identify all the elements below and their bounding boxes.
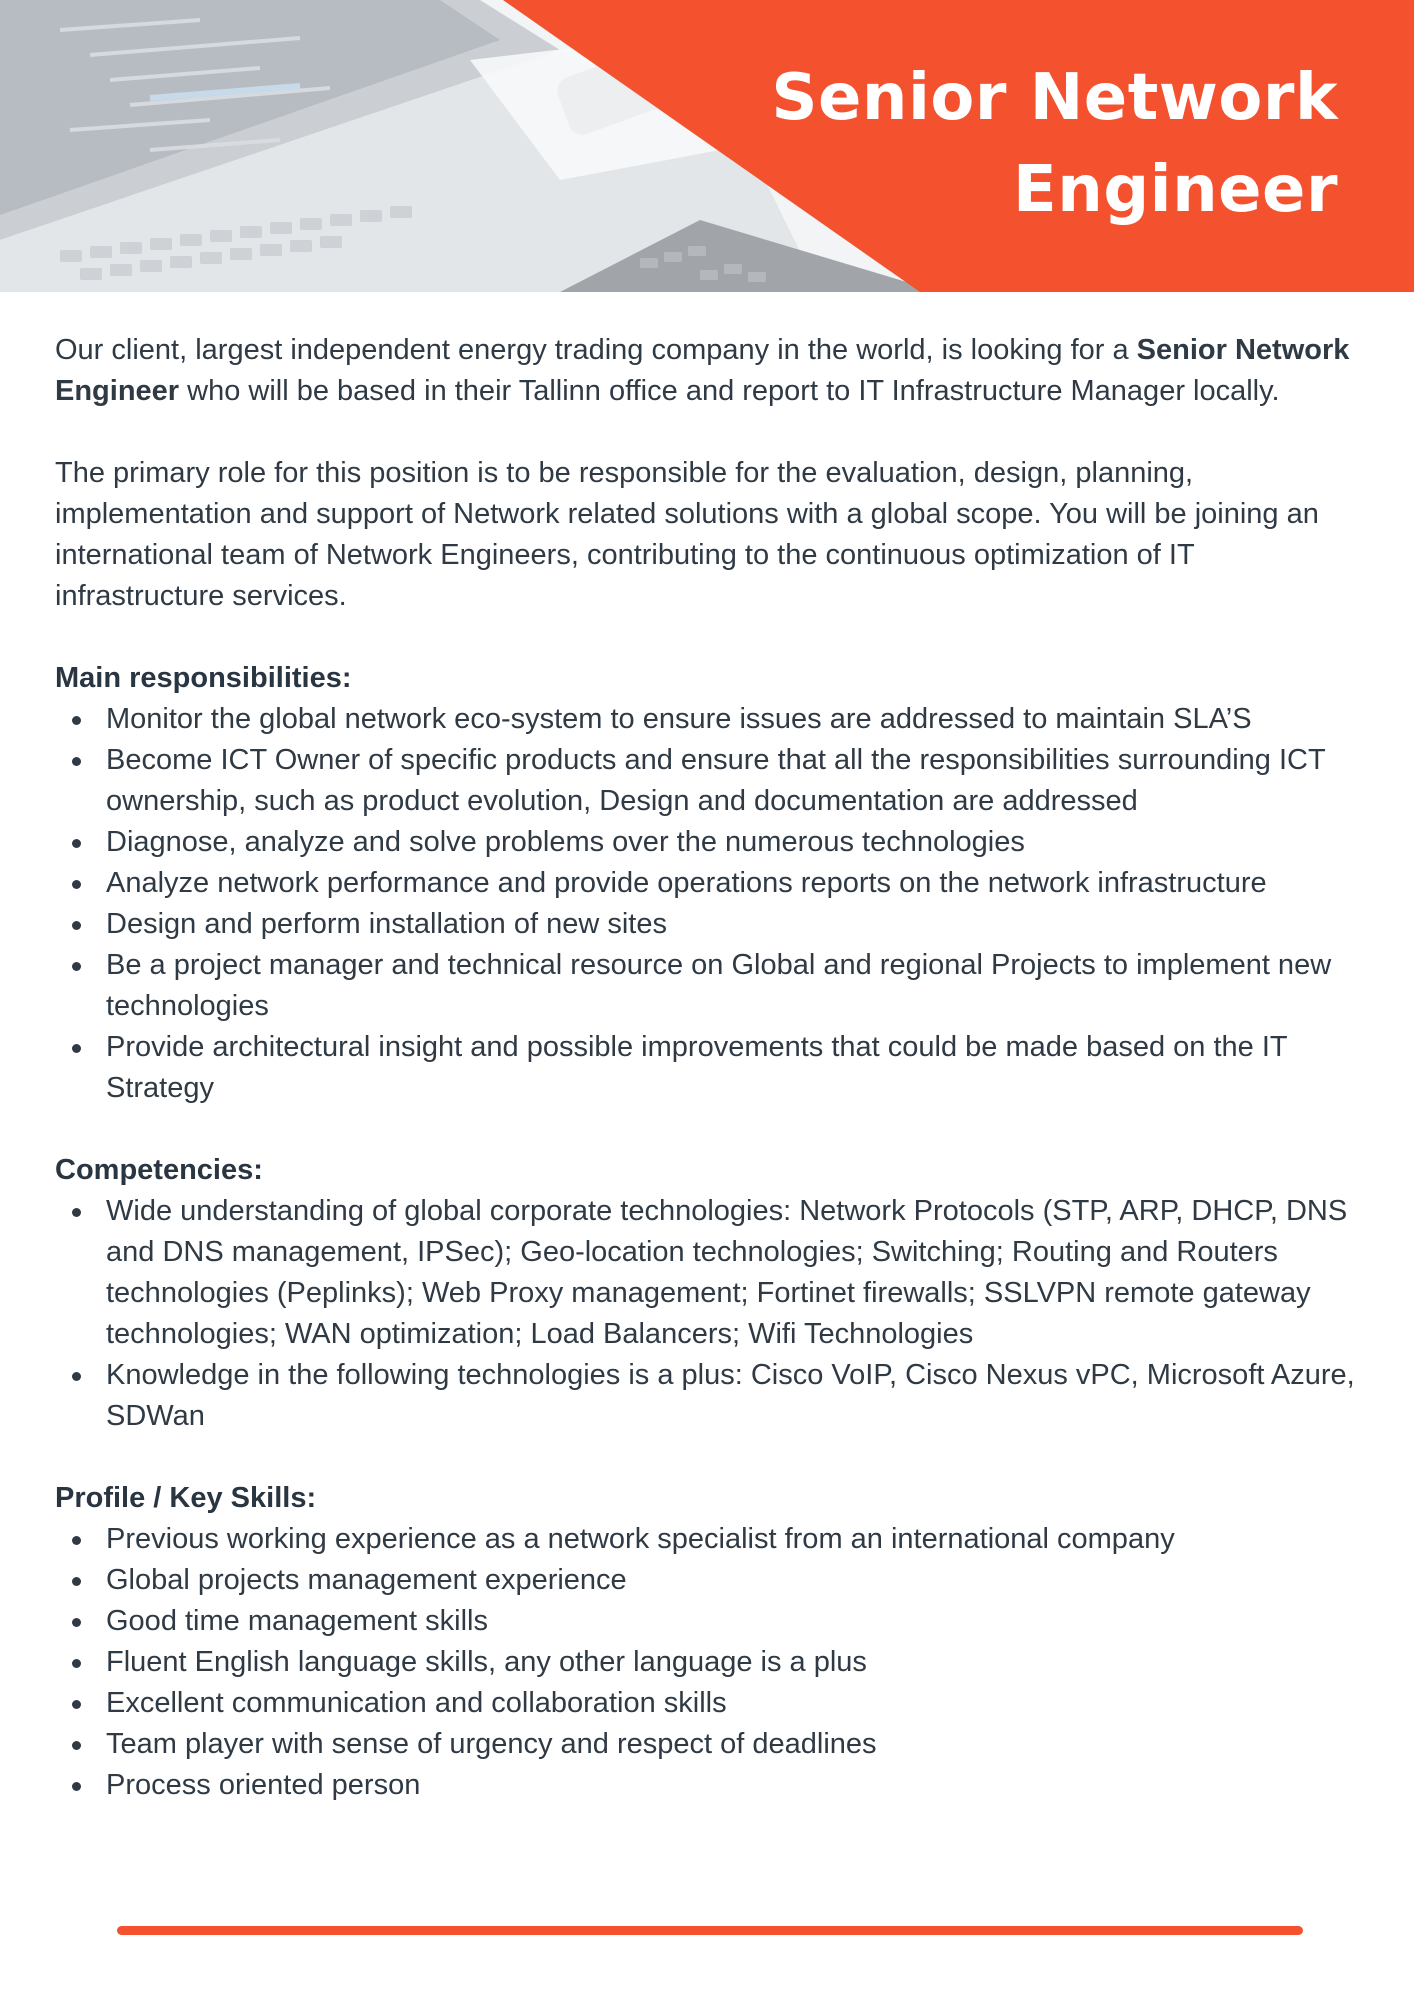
list-item: Previous working experience as a network specialist from an international company bbox=[55, 1519, 1365, 1560]
responsibilities-heading: Main responsibilities: bbox=[55, 662, 352, 694]
role-paragraph: The primary role for this position is to be responsible for the evaluation, design, planning, implementation and support of Network related solutions with a global scope. You will be joining an international team of Network Engineers, contributing to the continuous optimization of IT infrastructure services. bbox=[55, 457, 1319, 612]
list-item: Team player with sense of urgency and respect of deadlines bbox=[55, 1724, 1365, 1765]
intro-text-end: who will be based in their Tallinn office and report to IT Infrastructure Manager locally. bbox=[179, 375, 1280, 407]
list-item: Wide understanding of global corporate technologies: Network Protocols (STP, ARP, DHCP, DNS and DNS management, IPSec); Geo-location technologies; Switching; Routing and Routers technologies (Peplinks); Web Proxy management; Fortinet firewalls; SSLVPN remote gateway technologies; WAN optimization; Load Balancers; Wifi Technologies bbox=[55, 1191, 1365, 1355]
competencies-heading: Competencies: bbox=[55, 1154, 263, 1186]
job-description bbox=[55, 330, 1365, 1847]
list-item: Good time management skills bbox=[55, 1601, 1365, 1642]
list-item: Diagnose, analyze and solve problems over the numerous technologies bbox=[55, 822, 1365, 863]
list-item: Global projects management experience bbox=[55, 1560, 1365, 1601]
list-item: Knowledge in the following technologies is a plus: Cisco VoIP, Cisco Nexus vPC, Microsoft Azure, SDWan bbox=[55, 1355, 1365, 1437]
competencies-list bbox=[55, 1191, 1365, 1437]
list-item: Design and perform installation of new sites bbox=[55, 904, 1365, 945]
title-line-1: Senior Network bbox=[771, 61, 1338, 135]
intro-job-title: Senior Network Engineer bbox=[55, 334, 1350, 407]
intro-text-start: Our client, largest independent energy trading company in the world, is looking for a bbox=[55, 334, 1137, 366]
profile-list bbox=[55, 1519, 1365, 1806]
list-item: Become ICT Owner of specific products and ensure that all the responsibilities surrounding ICT ownership, such as product evolution, Design and documentation are addressed bbox=[55, 740, 1365, 822]
list-item: Fluent English language skills, any other language is a plus bbox=[55, 1642, 1365, 1683]
list-item: Excellent communication and collaboration skills bbox=[55, 1683, 1365, 1724]
responsibilities-list bbox=[55, 699, 1365, 1109]
list-item: Be a project manager and technical resource on Global and regional Projects to implement new technologies bbox=[55, 945, 1365, 1027]
list-item: Process oriented person bbox=[55, 1765, 1365, 1806]
intro-paragraph bbox=[55, 330, 1365, 412]
list-item: Provide architectural insight and possible improvements that could be made based on the IT Strategy bbox=[55, 1027, 1365, 1109]
footer-divider bbox=[117, 1926, 1303, 1935]
list-item: Monitor the global network eco-system to ensure issues are addressed to maintain SLA’S bbox=[55, 699, 1365, 740]
list-item: Analyze network performance and provide operations reports on the network infrastructure bbox=[55, 863, 1365, 904]
title-line-2: Engineer bbox=[1013, 153, 1338, 227]
profile-heading: Profile / Key Skills: bbox=[55, 1482, 317, 1514]
page-title bbox=[771, 52, 1338, 236]
header-banner bbox=[0, 0, 1414, 292]
